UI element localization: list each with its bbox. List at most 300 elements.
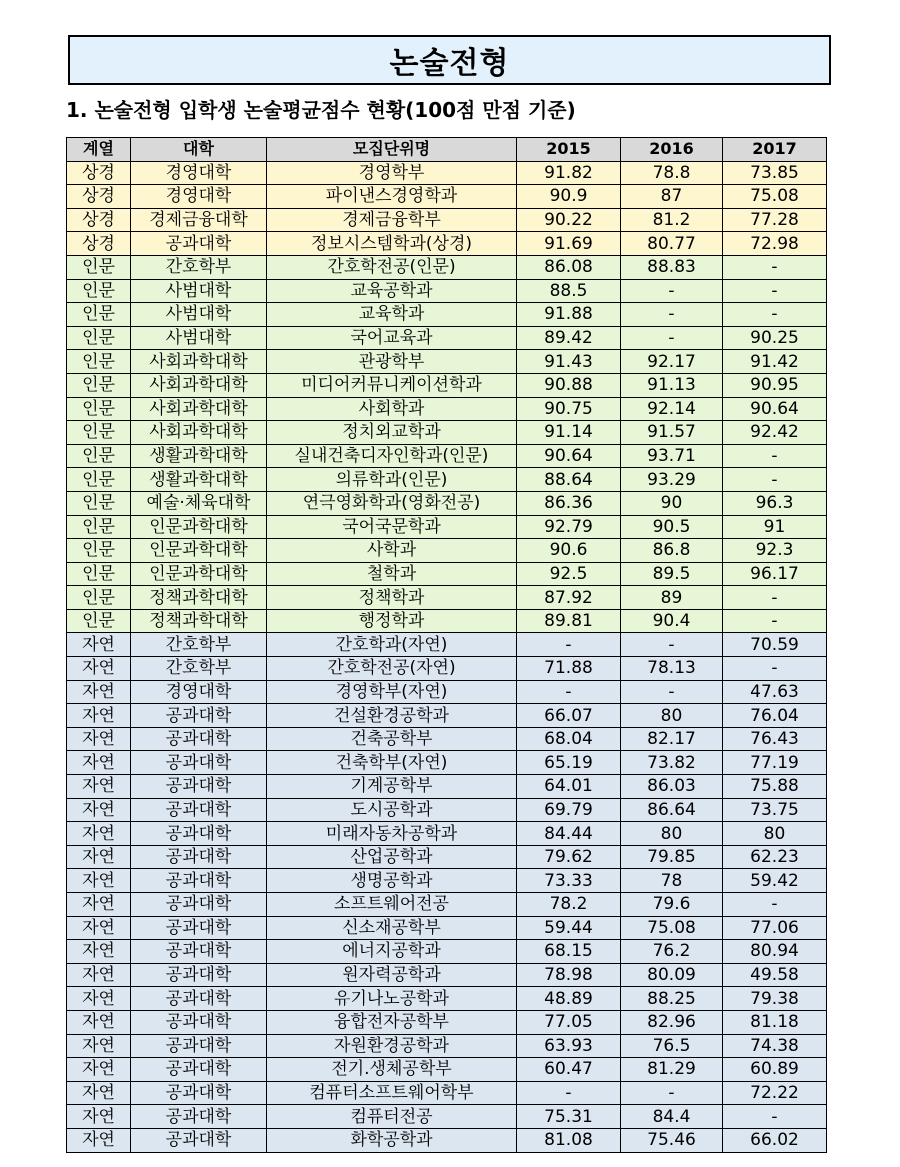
cell-2015: - bbox=[517, 633, 621, 657]
cell-2016: 78 bbox=[621, 869, 723, 893]
table-row bbox=[67, 539, 827, 563]
cell-2016: - bbox=[621, 1081, 723, 1105]
cell-2017: 91.42 bbox=[723, 350, 827, 374]
cell-unit: 정책학과 bbox=[267, 586, 517, 610]
table-row bbox=[67, 208, 827, 232]
cell-2015: 88.5 bbox=[517, 279, 621, 303]
cell-2017: 76.04 bbox=[723, 704, 827, 728]
cell-college: 공과대학 bbox=[131, 704, 267, 728]
table-row bbox=[67, 916, 827, 940]
cell-unit: 의류학과(인문) bbox=[267, 468, 517, 492]
cell-2015: 60.47 bbox=[517, 1058, 621, 1082]
cell-2015: 88.64 bbox=[517, 468, 621, 492]
cell-2016: 79.6 bbox=[621, 893, 723, 917]
cell-category: 자연 bbox=[67, 1128, 131, 1152]
cell-college: 경영대학 bbox=[131, 161, 267, 185]
cell-college: 공과대학 bbox=[131, 940, 267, 964]
cell-unit: 국어국문학과 bbox=[267, 515, 517, 539]
cell-category: 자연 bbox=[67, 680, 131, 704]
cell-2016: 89.5 bbox=[621, 562, 723, 586]
cell-2015: 92.5 bbox=[517, 562, 621, 586]
cell-2015: 68.04 bbox=[517, 727, 621, 751]
cell-2016: 93.29 bbox=[621, 468, 723, 492]
cell-college: 간호학부 bbox=[131, 633, 267, 657]
table-row bbox=[67, 373, 827, 397]
cell-2016: 90 bbox=[621, 491, 723, 515]
cell-category: 자연 bbox=[67, 727, 131, 751]
cell-unit: 유기나노공학과 bbox=[267, 987, 517, 1011]
cell-2017: 70.59 bbox=[723, 633, 827, 657]
table-row bbox=[67, 775, 827, 799]
cell-category: 자연 bbox=[67, 633, 131, 657]
cell-category: 자연 bbox=[67, 798, 131, 822]
cell-2015: 75.31 bbox=[517, 1105, 621, 1129]
cell-2016: - bbox=[621, 633, 723, 657]
cell-2016: 76.5 bbox=[621, 1034, 723, 1058]
table-row bbox=[67, 185, 827, 209]
cell-2017: 59.42 bbox=[723, 869, 827, 893]
cell-2016: 80.09 bbox=[621, 963, 723, 987]
cell-2017: 76.43 bbox=[723, 727, 827, 751]
cell-2015: 64.01 bbox=[517, 775, 621, 799]
header-cell-2016: 2016 bbox=[621, 138, 723, 162]
cell-2015: 66.07 bbox=[517, 704, 621, 728]
cell-2016: 86.64 bbox=[621, 798, 723, 822]
table-row bbox=[67, 798, 827, 822]
cell-unit: 기계공학부 bbox=[267, 775, 517, 799]
cell-2015: - bbox=[517, 1081, 621, 1105]
cell-2016: 73.82 bbox=[621, 751, 723, 775]
cell-2015: 86.08 bbox=[517, 255, 621, 279]
cell-unit: 컴퓨터소프트웨어학부 bbox=[267, 1081, 517, 1105]
cell-unit: 파이낸스경영학과 bbox=[267, 185, 517, 209]
cell-2015: 87.92 bbox=[517, 586, 621, 610]
cell-unit: 사학과 bbox=[267, 539, 517, 563]
cell-college: 인문과학대학 bbox=[131, 562, 267, 586]
cell-2017: - bbox=[723, 586, 827, 610]
cell-category: 인문 bbox=[67, 255, 131, 279]
cell-2016: 90.5 bbox=[621, 515, 723, 539]
cell-unit: 경영학부(자연) bbox=[267, 680, 517, 704]
cell-college: 사범대학 bbox=[131, 303, 267, 327]
table-row bbox=[67, 350, 827, 374]
table-row bbox=[67, 491, 827, 515]
cell-category: 인문 bbox=[67, 326, 131, 350]
cell-unit: 실내건축디자인학과(인문) bbox=[267, 444, 517, 468]
cell-2016: 81.29 bbox=[621, 1058, 723, 1082]
cell-2017: 77.28 bbox=[723, 208, 827, 232]
table-row bbox=[67, 397, 827, 421]
cell-2016: - bbox=[621, 303, 723, 327]
cell-category: 인문 bbox=[67, 515, 131, 539]
cell-2017: 73.75 bbox=[723, 798, 827, 822]
table-row bbox=[67, 751, 827, 775]
cell-2016: 76.2 bbox=[621, 940, 723, 964]
cell-2016: 91.13 bbox=[621, 373, 723, 397]
cell-unit: 건설환경공학과 bbox=[267, 704, 517, 728]
cell-2015: 90.6 bbox=[517, 539, 621, 563]
cell-2015: 91.14 bbox=[517, 421, 621, 445]
page-title-text: 논술전형 bbox=[389, 46, 510, 81]
cell-2015: 92.79 bbox=[517, 515, 621, 539]
cell-2016: 82.96 bbox=[621, 1010, 723, 1034]
cell-2016: 92.17 bbox=[621, 350, 723, 374]
table-row bbox=[67, 845, 827, 869]
cell-unit: 전기.생체공학부 bbox=[267, 1058, 517, 1082]
cell-college: 경영대학 bbox=[131, 185, 267, 209]
cell-college: 공과대학 bbox=[131, 1058, 267, 1082]
cell-category: 인문 bbox=[67, 397, 131, 421]
cell-2017: 75.08 bbox=[723, 185, 827, 209]
cell-2016: 80.77 bbox=[621, 232, 723, 256]
cell-2015: 73.33 bbox=[517, 869, 621, 893]
cell-2017: 79.38 bbox=[723, 987, 827, 1011]
cell-2017: 81.18 bbox=[723, 1010, 827, 1034]
table-row bbox=[67, 704, 827, 728]
cell-2017: - bbox=[723, 609, 827, 633]
cell-college: 간호학부 bbox=[131, 255, 267, 279]
cell-2016: 86.03 bbox=[621, 775, 723, 799]
cell-category: 자연 bbox=[67, 1081, 131, 1105]
cell-unit: 신소재공학부 bbox=[267, 916, 517, 940]
cell-college: 사범대학 bbox=[131, 326, 267, 350]
cell-2017: 90.95 bbox=[723, 373, 827, 397]
cell-2017: - bbox=[723, 444, 827, 468]
cell-category: 인문 bbox=[67, 444, 131, 468]
cell-college: 공과대학 bbox=[131, 893, 267, 917]
table-row bbox=[67, 515, 827, 539]
header-cell-unit: 모집단위명 bbox=[267, 138, 517, 162]
cell-2015: 63.93 bbox=[517, 1034, 621, 1058]
cell-2016: 75.08 bbox=[621, 916, 723, 940]
cell-college: 공과대학 bbox=[131, 751, 267, 775]
cell-college: 간호학부 bbox=[131, 657, 267, 681]
cell-unit: 경제금융학부 bbox=[267, 208, 517, 232]
cell-2015: 89.81 bbox=[517, 609, 621, 633]
cell-2017: 80.94 bbox=[723, 940, 827, 964]
cell-2016: - bbox=[621, 680, 723, 704]
cell-2015: 90.75 bbox=[517, 397, 621, 421]
cell-category: 인문 bbox=[67, 303, 131, 327]
cell-college: 정책과학대학 bbox=[131, 586, 267, 610]
cell-category: 자연 bbox=[67, 893, 131, 917]
cell-unit: 미디어커뮤니케이션학과 bbox=[267, 373, 517, 397]
table-row bbox=[67, 562, 827, 586]
cell-category: 자연 bbox=[67, 845, 131, 869]
cell-unit: 에너지공학과 bbox=[267, 940, 517, 964]
table-row bbox=[67, 940, 827, 964]
section-heading: 1. 논술전형 입학생 논술평균점수 현황(100점 만점 기준) bbox=[66, 98, 576, 122]
cell-2016: 88.25 bbox=[621, 987, 723, 1011]
cell-unit: 사회학과 bbox=[267, 397, 517, 421]
cell-college: 정책과학대학 bbox=[131, 609, 267, 633]
header-cell-category: 계열 bbox=[67, 138, 131, 162]
cell-unit: 국어교육과 bbox=[267, 326, 517, 350]
cell-college: 공과대학 bbox=[131, 869, 267, 893]
cell-category: 자연 bbox=[67, 987, 131, 1011]
table-row bbox=[67, 586, 827, 610]
cell-category: 인문 bbox=[67, 586, 131, 610]
table-body bbox=[67, 161, 827, 1152]
cell-2016: 79.85 bbox=[621, 845, 723, 869]
cell-2017: 62.23 bbox=[723, 845, 827, 869]
cell-unit: 건축공학부 bbox=[267, 727, 517, 751]
cell-category: 인문 bbox=[67, 421, 131, 445]
cell-2015: 90.9 bbox=[517, 185, 621, 209]
table-row bbox=[67, 869, 827, 893]
cell-college: 공과대학 bbox=[131, 845, 267, 869]
cell-unit: 교육공학과 bbox=[267, 279, 517, 303]
cell-college: 공과대학 bbox=[131, 916, 267, 940]
cell-college: 사범대학 bbox=[131, 279, 267, 303]
cell-college: 경영대학 bbox=[131, 680, 267, 704]
cell-category: 자연 bbox=[67, 940, 131, 964]
table-row bbox=[67, 1010, 827, 1034]
cell-college: 공과대학 bbox=[131, 727, 267, 751]
cell-college: 사회과학대학 bbox=[131, 373, 267, 397]
cell-college: 공과대학 bbox=[131, 1034, 267, 1058]
cell-2016: 90.4 bbox=[621, 609, 723, 633]
cell-category: 자연 bbox=[67, 963, 131, 987]
cell-2016: 84.4 bbox=[621, 1105, 723, 1129]
table-header-row bbox=[67, 138, 827, 162]
table-row bbox=[67, 1081, 827, 1105]
cell-category: 자연 bbox=[67, 1058, 131, 1082]
cell-2016: 80 bbox=[621, 704, 723, 728]
cell-college: 공과대학 bbox=[131, 798, 267, 822]
cell-unit: 교육학과 bbox=[267, 303, 517, 327]
cell-2017: 90.64 bbox=[723, 397, 827, 421]
cell-2015: 65.19 bbox=[517, 751, 621, 775]
cell-unit: 소프트웨어전공 bbox=[267, 893, 517, 917]
table-row bbox=[67, 727, 827, 751]
cell-unit: 정보시스템학과(상경) bbox=[267, 232, 517, 256]
cell-2016: 86.8 bbox=[621, 539, 723, 563]
cell-unit: 행정학과 bbox=[267, 609, 517, 633]
cell-college: 인문과학대학 bbox=[131, 515, 267, 539]
cell-college: 사회과학대학 bbox=[131, 421, 267, 445]
cell-2017: 73.85 bbox=[723, 161, 827, 185]
table-row bbox=[67, 1034, 827, 1058]
cell-2015: 90.64 bbox=[517, 444, 621, 468]
cell-college: 생활과학대학 bbox=[131, 444, 267, 468]
table-row bbox=[67, 468, 827, 492]
cell-2016: 93.71 bbox=[621, 444, 723, 468]
cell-unit: 생명공학과 bbox=[267, 869, 517, 893]
table-row bbox=[67, 444, 827, 468]
cell-2015: 90.88 bbox=[517, 373, 621, 397]
cell-category: 자연 bbox=[67, 751, 131, 775]
cell-2017: 60.89 bbox=[723, 1058, 827, 1082]
table-row bbox=[67, 609, 827, 633]
cell-category: 자연 bbox=[67, 775, 131, 799]
table-row bbox=[67, 161, 827, 185]
cell-unit: 원자력공학과 bbox=[267, 963, 517, 987]
cell-college: 공과대학 bbox=[131, 775, 267, 799]
table-row bbox=[67, 1128, 827, 1152]
cell-unit: 간호학전공(인문) bbox=[267, 255, 517, 279]
cell-category: 인문 bbox=[67, 279, 131, 303]
cell-college: 인문과학대학 bbox=[131, 539, 267, 563]
cell-unit: 정치외교학과 bbox=[267, 421, 517, 445]
table-row bbox=[67, 232, 827, 256]
cell-2017: 92.42 bbox=[723, 421, 827, 445]
page-title bbox=[68, 35, 831, 85]
cell-unit: 자원환경공학과 bbox=[267, 1034, 517, 1058]
cell-unit: 철학과 bbox=[267, 562, 517, 586]
cell-2015: 77.05 bbox=[517, 1010, 621, 1034]
cell-unit: 경영학부 bbox=[267, 161, 517, 185]
cell-category: 자연 bbox=[67, 916, 131, 940]
cell-college: 공과대학 bbox=[131, 232, 267, 256]
cell-2017: 75.88 bbox=[723, 775, 827, 799]
cell-college: 사회과학대학 bbox=[131, 397, 267, 421]
cell-2015: 71.88 bbox=[517, 657, 621, 681]
cell-2015: 84.44 bbox=[517, 822, 621, 846]
score-table bbox=[66, 137, 827, 1153]
cell-2017: - bbox=[723, 279, 827, 303]
cell-2017: 66.02 bbox=[723, 1128, 827, 1152]
cell-unit: 화학공학과 bbox=[267, 1128, 517, 1152]
cell-2017: 49.58 bbox=[723, 963, 827, 987]
cell-2017: - bbox=[723, 893, 827, 917]
cell-2016: - bbox=[621, 279, 723, 303]
cell-unit: 컴퓨터전공 bbox=[267, 1105, 517, 1129]
cell-2016: 92.14 bbox=[621, 397, 723, 421]
cell-category: 자연 bbox=[67, 1034, 131, 1058]
cell-category: 인문 bbox=[67, 491, 131, 515]
cell-2017: 96.17 bbox=[723, 562, 827, 586]
cell-2015: 68.15 bbox=[517, 940, 621, 964]
table-row bbox=[67, 326, 827, 350]
cell-2017: 74.38 bbox=[723, 1034, 827, 1058]
cell-2015: 90.22 bbox=[517, 208, 621, 232]
cell-2016: 91.57 bbox=[621, 421, 723, 445]
table-row bbox=[67, 987, 827, 1011]
cell-category: 자연 bbox=[67, 1010, 131, 1034]
cell-2015: 78.2 bbox=[517, 893, 621, 917]
table-row bbox=[67, 1105, 827, 1129]
table-row bbox=[67, 633, 827, 657]
cell-unit: 연극영화학과(영화전공) bbox=[267, 491, 517, 515]
cell-college: 공과대학 bbox=[131, 1081, 267, 1105]
cell-category: 자연 bbox=[67, 869, 131, 893]
cell-2015: 48.89 bbox=[517, 987, 621, 1011]
cell-2017: - bbox=[723, 468, 827, 492]
cell-unit: 간호학전공(자연) bbox=[267, 657, 517, 681]
cell-unit: 융합전자공학부 bbox=[267, 1010, 517, 1034]
cell-category: 자연 bbox=[67, 1105, 131, 1129]
cell-2017: - bbox=[723, 255, 827, 279]
cell-category: 인문 bbox=[67, 373, 131, 397]
cell-college: 공과대학 bbox=[131, 1105, 267, 1129]
cell-category: 상경 bbox=[67, 161, 131, 185]
cell-2015: 59.44 bbox=[517, 916, 621, 940]
table-row bbox=[67, 421, 827, 445]
cell-2017: 92.3 bbox=[723, 539, 827, 563]
cell-category: 자연 bbox=[67, 822, 131, 846]
cell-college: 공과대학 bbox=[131, 822, 267, 846]
cell-2015: - bbox=[517, 680, 621, 704]
cell-2016: 80 bbox=[621, 822, 723, 846]
cell-college: 공과대학 bbox=[131, 963, 267, 987]
cell-college: 공과대학 bbox=[131, 1128, 267, 1152]
cell-category: 인문 bbox=[67, 350, 131, 374]
cell-unit: 건축학부(자연) bbox=[267, 751, 517, 775]
table-row bbox=[67, 893, 827, 917]
cell-2016: 78.8 bbox=[621, 161, 723, 185]
cell-2015: 78.98 bbox=[517, 963, 621, 987]
cell-category: 자연 bbox=[67, 704, 131, 728]
cell-2017: 80 bbox=[723, 822, 827, 846]
cell-2016: 88.83 bbox=[621, 255, 723, 279]
table-row bbox=[67, 279, 827, 303]
cell-college: 경제금융대학 bbox=[131, 208, 267, 232]
cell-2015: 81.08 bbox=[517, 1128, 621, 1152]
cell-category: 인문 bbox=[67, 609, 131, 633]
cell-category: 인문 bbox=[67, 468, 131, 492]
cell-category: 인문 bbox=[67, 562, 131, 586]
cell-college: 공과대학 bbox=[131, 1010, 267, 1034]
cell-2015: 79.62 bbox=[517, 845, 621, 869]
cell-2017: 90.25 bbox=[723, 326, 827, 350]
cell-2017: 72.98 bbox=[723, 232, 827, 256]
cell-2015: 89.42 bbox=[517, 326, 621, 350]
cell-unit: 관광학부 bbox=[267, 350, 517, 374]
cell-2015: 91.69 bbox=[517, 232, 621, 256]
cell-category: 인문 bbox=[67, 539, 131, 563]
header-cell-college: 대학 bbox=[131, 138, 267, 162]
cell-college: 공과대학 bbox=[131, 987, 267, 1011]
cell-2016: 89 bbox=[621, 586, 723, 610]
cell-2015: 91.43 bbox=[517, 350, 621, 374]
cell-unit: 미래자동차공학과 bbox=[267, 822, 517, 846]
cell-2017: 77.19 bbox=[723, 751, 827, 775]
cell-college: 사회과학대학 bbox=[131, 350, 267, 374]
cell-2017: 91 bbox=[723, 515, 827, 539]
cell-category: 상경 bbox=[67, 208, 131, 232]
cell-2016: 87 bbox=[621, 185, 723, 209]
cell-2017: - bbox=[723, 657, 827, 681]
cell-2016: - bbox=[621, 326, 723, 350]
cell-unit: 도시공학과 bbox=[267, 798, 517, 822]
table-row bbox=[67, 657, 827, 681]
cell-category: 상경 bbox=[67, 185, 131, 209]
cell-college: 생활과학대학 bbox=[131, 468, 267, 492]
table-row bbox=[67, 822, 827, 846]
cell-2016: 78.13 bbox=[621, 657, 723, 681]
cell-college: 예술·체육대학 bbox=[131, 491, 267, 515]
table-row bbox=[67, 680, 827, 704]
table-row bbox=[67, 963, 827, 987]
cell-2015: 69.79 bbox=[517, 798, 621, 822]
header-cell-2015: 2015 bbox=[517, 138, 621, 162]
cell-category: 자연 bbox=[67, 657, 131, 681]
table-row bbox=[67, 255, 827, 279]
cell-2017: 47.63 bbox=[723, 680, 827, 704]
cell-unit: 간호학과(자연) bbox=[267, 633, 517, 657]
cell-category: 상경 bbox=[67, 232, 131, 256]
cell-2016: 82.17 bbox=[621, 727, 723, 751]
cell-2016: 75.46 bbox=[621, 1128, 723, 1152]
cell-2015: 91.88 bbox=[517, 303, 621, 327]
cell-2015: 86.36 bbox=[517, 491, 621, 515]
cell-2015: 91.82 bbox=[517, 161, 621, 185]
table-row bbox=[67, 303, 827, 327]
table-row bbox=[67, 1058, 827, 1082]
cell-2017: 77.06 bbox=[723, 916, 827, 940]
cell-2017: - bbox=[723, 1105, 827, 1129]
